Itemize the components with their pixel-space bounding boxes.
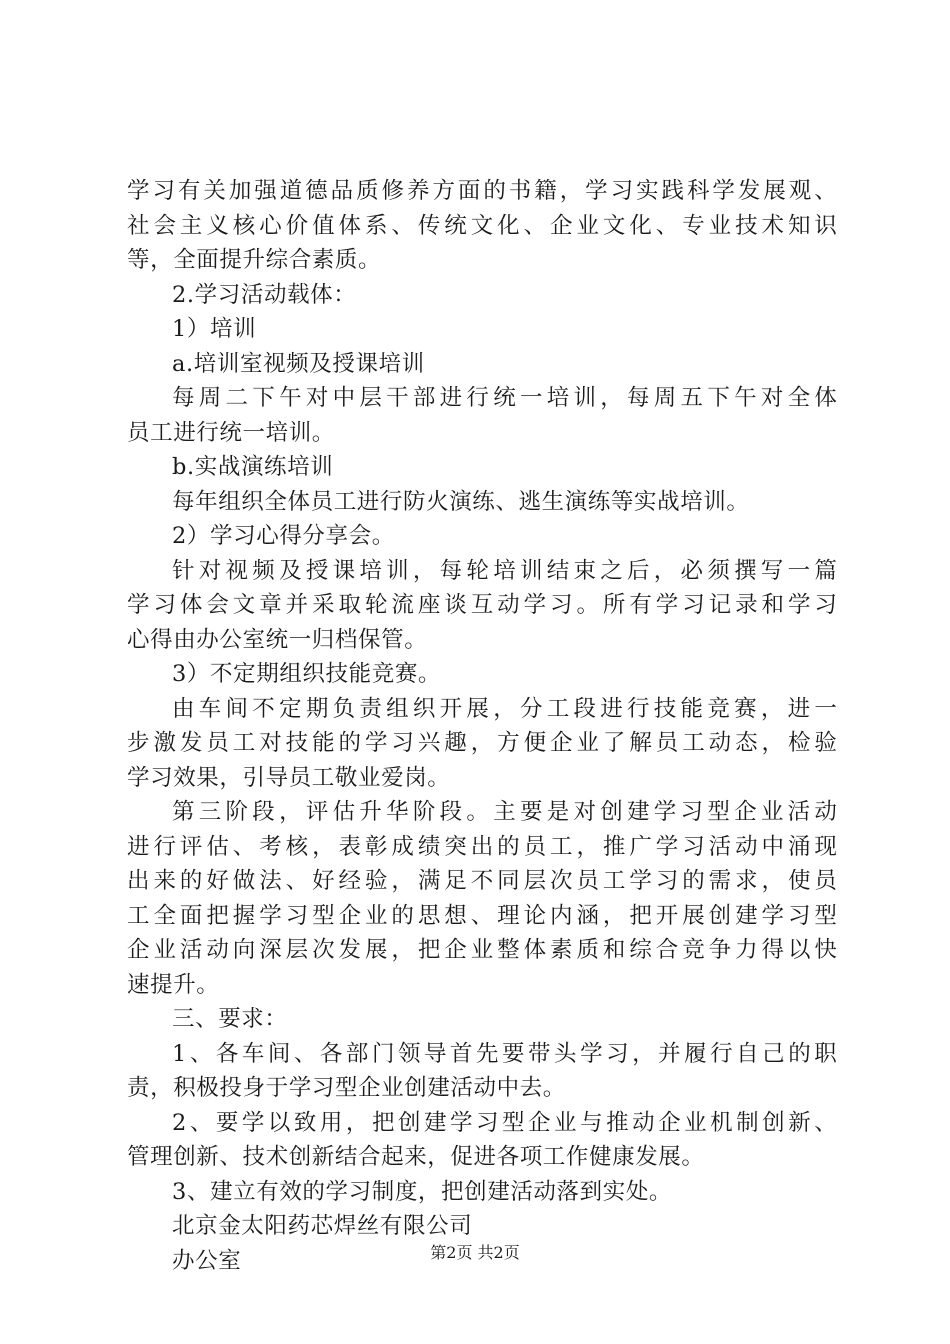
section-heading-learning-carriers: 2.学习活动载体： (172, 281, 357, 308)
body-line-23: 企 业 活 动 向 深 层 次 发 展 ， 把 企 业 整 体 素 质 和 综 合 竞 争 力 得 以 快 (127, 937, 837, 963)
body-line-10: 每年组织全体员工进行防火演练、逃生演练等实战培训。 (172, 488, 750, 515)
body-line-16: 由 车 间 不 定 期 负 责 组 织 开 展 ， 分 工 段 进 行 技 能 竞 赛 ， 进 一 (172, 695, 837, 722)
body-line-27: 责，积极投身于学习型企业创建活动中去。 (127, 1075, 566, 1101)
body-line-2: 社 会 主 义 核 心 价 值 体 系 、 传 统 文 化 、 企 业 文 化 、 专 业 技 术 知 识 (127, 212, 837, 239)
body-line-22: 工 全 面 把 握 学 习 型 企 业 的 思 想 、 理 论 内 涵 ， 把 开 展 创 建 学 习 型 (127, 902, 837, 929)
document-body (127, 174, 837, 1278)
subheading-training: 1）培训 (172, 316, 257, 342)
section-heading-requirements: 三、要求： (172, 1006, 288, 1032)
body-line-18: 学习效果，引导员工敬业爱岗。 (127, 764, 451, 791)
body-line-19: 第 三 阶 段 ， 评 估 升 华 阶 段 。 主 要 是 对 创 建 学 习 型 企 业 活 动 (172, 799, 837, 825)
body-line-28: 2 、 要 学 以 致 用 ， 把 创 建 学 习 型 企 业 与 推 动 企 业 机 制 创 新 、 (172, 1109, 837, 1136)
body-line-7: 每 周 二 下 午 对 中 层 干 部 进 行 统 一 培 训 ， 每 周 五 下 午 对 全 体 (172, 385, 837, 411)
page-number-footer: 第2页 共2页 (430, 1243, 520, 1262)
body-line-13: 学 习 体 会 文 章 并 采 取 轮 流 座 谈 互 动 学 习 。 所 有 学 习 记 录 和 学 习 (127, 592, 837, 618)
body-line-20: 进 行 评 估 、 考 核 ， 表 彰 成 绩 突 出 的 员 工 ， 推 广 学 习 活 动 中 涌 现 (127, 833, 837, 860)
body-line-3: 等，全面提升综合素质。 (127, 247, 382, 273)
body-line-8: 员工进行统一培训。 (127, 419, 335, 446)
body-line-12: 针 对 视 频 及 授 课 培 训 ， 每 轮 培 训 结 束 之 后 ， 必 须 撰 写 一 篇 (172, 557, 837, 584)
body-line-30: 3、建立有效的学习制度，把创建活动落到实处。 (172, 1178, 673, 1205)
signature-office: 办公室 (172, 1247, 242, 1274)
body-line-21: 出 来 的 好 做 法 、 好 经 验 ， 满 足 不 同 层 次 员 工 学 习 的 需 求 ， 使 员 (127, 868, 837, 894)
body-line-17: 步 激 发 员 工 对 技 能 的 学 习 兴 趣 ， 方 便 企 业 了 解 员 工 动 态 ， 检 验 (127, 730, 837, 756)
signature-company: 北京金太阳药芯焊丝有限公司 (172, 1213, 473, 1239)
item-drill-training: b.实战演练培训 (172, 454, 334, 480)
subheading-sharing-session: 2）学习心得分享会。 (172, 523, 395, 549)
item-classroom-training: a.培训室视频及授课培训 (172, 350, 425, 377)
body-line-14: 心得由办公室统一归档保管。 (127, 626, 428, 653)
subheading-skill-contest: 3）不定期组织技能竞赛。 (172, 661, 442, 687)
body-line-29: 管理创新、技术创新结合起来，促进各项工作健康发展。 (127, 1144, 705, 1170)
body-line-24: 速提升。 (127, 971, 220, 998)
body-line-1: 学 习 有 关 加 强 道 德 品 质 修 养 方 面 的 书 籍 ， 学 习 实 践 科 学 发 展 观 、 (127, 178, 837, 204)
body-line-26: 1 、 各 车 间 、 各 部 门 领 导 首 先 要 带 头 学 习 ， 并 履 行 自 己 的 职 (172, 1040, 837, 1067)
